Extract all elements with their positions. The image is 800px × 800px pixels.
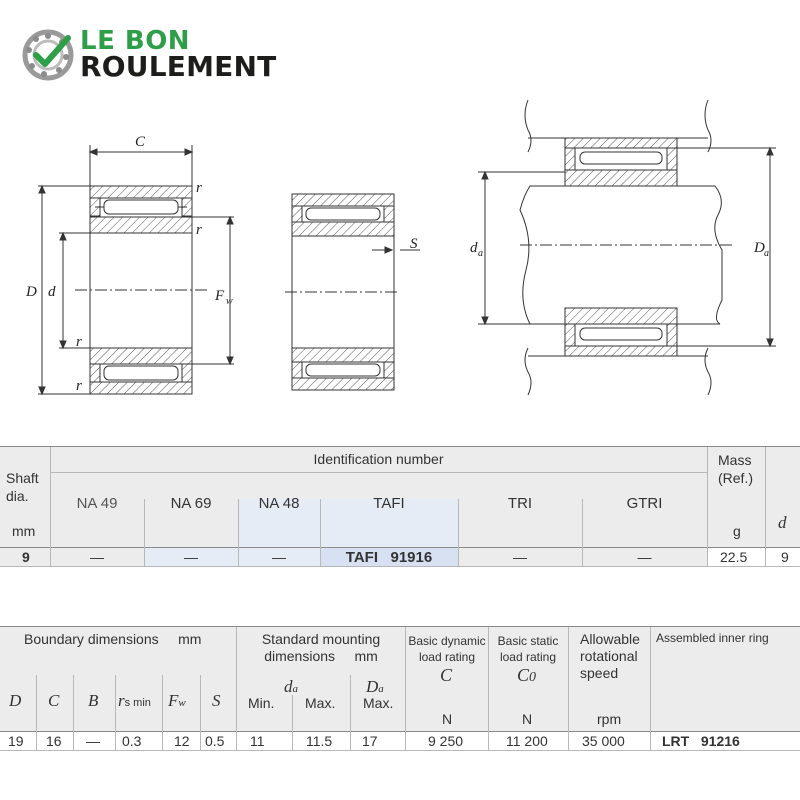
speed-header-line1: Allowable (580, 631, 640, 647)
sym-B: B (88, 691, 99, 710)
sym-static-C-sub: 0 (529, 670, 537, 685)
bearing-section-view-2 (285, 194, 420, 390)
row-S: 0.5 (205, 733, 225, 749)
dynamic-header-line1: Basic dynamic (408, 634, 486, 648)
sym-Da: D (366, 677, 379, 696)
row-da-max: 11.5 (306, 733, 333, 749)
identification-header: Identification number (313, 451, 444, 467)
shaft-header-line1: Shaft (6, 470, 39, 486)
row-dynamic-load: 9 250 (428, 733, 464, 749)
sym-da-min: Min. (248, 695, 275, 711)
dynamic-header-line2: load rating (418, 650, 476, 664)
row-speed: 35 000 (582, 733, 625, 749)
row-tri: — (513, 549, 527, 565)
bearing-section-view-1 (38, 145, 234, 394)
brand-logo (22, 28, 76, 82)
row-B: — (86, 733, 100, 749)
label-da: d (470, 240, 478, 256)
sym-Da-max: Max. (363, 695, 394, 711)
row-D: 19 (8, 733, 24, 749)
row-r: 0.3 (122, 733, 142, 749)
row-da-min: 11 (250, 733, 265, 749)
label-r-3: r (76, 334, 82, 350)
sym-Da-sub: a (378, 683, 384, 695)
speed-header-line2: rotational (580, 648, 638, 664)
row-Da-max: 17 (362, 733, 378, 749)
row-tafi: TAFI 91916 (345, 549, 433, 566)
sym-r-sub: s min (124, 697, 151, 709)
d-column-header: d (778, 513, 787, 532)
logo-line-1: LE BON (80, 26, 191, 56)
row-na48: — (272, 549, 286, 565)
sym-da: d (284, 677, 293, 696)
label-r-1: r (196, 180, 202, 196)
label-Da-sub: a (764, 248, 769, 259)
unit-static: N (522, 711, 533, 727)
bearing-mounting-view (478, 100, 776, 395)
shaft-unit: mm (12, 523, 36, 539)
label-C: C (135, 134, 146, 150)
label-da-sub: a (478, 248, 483, 259)
row-gtri: — (637, 549, 652, 565)
mounting-header-line1: Standard mounting (261, 631, 381, 647)
row-Fw: 12 (174, 733, 190, 749)
col-na69: NA 69 (170, 495, 212, 512)
row-inner-ring: LRT 91216 (662, 733, 740, 749)
label-Da: D (754, 240, 765, 256)
sym-da-sub: a (292, 683, 298, 695)
row-shaft: 9 (22, 549, 30, 565)
bearing-check-logo-icon (22, 28, 76, 82)
mass-unit: g (733, 523, 741, 539)
sym-Fw: F (168, 691, 179, 710)
row-d: 9 (781, 549, 789, 565)
sym-D: D (9, 691, 22, 710)
unit-speed: rpm (597, 711, 622, 727)
dimensions-table (0, 626, 800, 751)
label-Fw: F (215, 288, 225, 304)
col-tafi: TAFI (373, 495, 405, 512)
inner-ring-header: Assembled inner ring (656, 631, 769, 645)
sym-da-max: Max. (305, 695, 336, 711)
sym-r: r (118, 691, 125, 710)
row-C: 16 (46, 733, 62, 749)
row-mass: 22.5 (720, 549, 748, 565)
mass-header-line1: Mass (718, 452, 752, 468)
logo-line-2: ROULEMENT (80, 50, 277, 83)
shaft-header-line2: dia. (6, 488, 29, 504)
row-static-load: 11 200 (506, 733, 548, 749)
mounting-header-line2: dimensions mm (264, 648, 378, 664)
label-d: d (48, 284, 56, 300)
label-Fw-sub: w (226, 296, 233, 307)
label-D: D (26, 284, 37, 300)
sym-S: S (212, 691, 221, 710)
label-r-2: r (196, 222, 202, 238)
label-S: S (410, 236, 418, 252)
sym-static-C: C (517, 665, 530, 685)
col-na48: NA 48 (258, 495, 300, 512)
identification-table (0, 446, 800, 567)
sym-Fw-sub: w (178, 697, 186, 709)
col-na49: NA 49 (76, 495, 118, 512)
bearing-technical-drawing (0, 95, 800, 440)
col-gtri: GTRI (626, 495, 663, 512)
row-na69: — (184, 549, 198, 565)
boundary-header: Boundary dimensions mm (24, 631, 202, 647)
sym-C: C (48, 691, 60, 710)
col-tri: TRI (507, 495, 533, 512)
row-na49: — (90, 549, 104, 565)
static-header-line2: load rating (499, 650, 557, 664)
unit-dynamic: N (442, 711, 453, 727)
speed-header-line3: speed (580, 665, 619, 681)
mass-header-line2: (Ref.) (718, 470, 753, 486)
label-r-4: r (76, 378, 82, 394)
static-header-line1: Basic static (497, 634, 559, 648)
sym-dynamic-C: C (440, 665, 453, 685)
